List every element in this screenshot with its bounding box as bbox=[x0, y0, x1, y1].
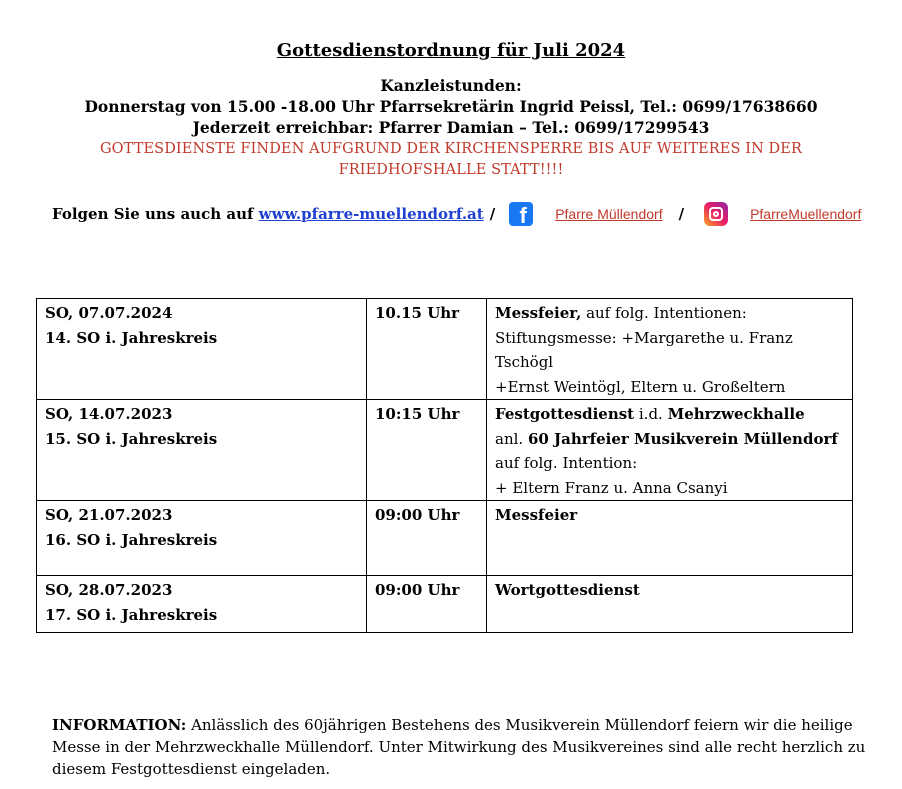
intention-line: + Eltern Franz u. Anna Csanyi bbox=[495, 478, 728, 497]
instagram-icon[interactable] bbox=[704, 202, 728, 226]
page-title: Gottesdienstordnung für Juli 2024 bbox=[276, 40, 626, 61]
time-cell: 09:00 Uhr bbox=[367, 501, 487, 576]
facebook-link[interactable]: Pfarre Müllendorf bbox=[555, 206, 663, 222]
service-cell bbox=[487, 501, 853, 576]
intention-line: Stiftungsmesse: +Margarethe u. Franz bbox=[495, 328, 793, 347]
service-detail: auf folg. Intentionen: bbox=[581, 304, 747, 322]
table-row bbox=[37, 576, 853, 633]
date-cell bbox=[37, 501, 367, 576]
date: SO, 14.07.2023 bbox=[45, 405, 173, 423]
service-type: Messfeier, bbox=[495, 304, 582, 322]
info-label: INFORMATION: bbox=[52, 716, 187, 734]
closure-notice-line-2: FRIEDHOFSHALLE STATT!!!! bbox=[338, 162, 564, 178]
schedule-table bbox=[36, 298, 853, 633]
table-row bbox=[37, 299, 853, 400]
liturgical-sunday: 14. SO i. Jahreskreis bbox=[45, 328, 218, 347]
date-cell bbox=[37, 400, 367, 501]
info-text: Anlässlich des 60jährigen Bestehens des Musikverein Müllendorf feiern wir die heilige Messe in der Mehrzweckhalle Müllendorf. Unter Mitwirkung des Musikvereines sind alle recht herzlich zu diesem Festgottesdienst eingeladen. bbox=[52, 716, 866, 778]
time-cell: 10:15 Uhr bbox=[367, 400, 487, 501]
service-type: Festgottesdienst bbox=[495, 405, 635, 423]
website-link[interactable]: www.pfarre-muellendorf.at bbox=[258, 205, 484, 223]
follow-text: Folgen Sie uns auch auf bbox=[52, 205, 254, 223]
facebook-icon[interactable]: f bbox=[509, 202, 533, 226]
date: SO, 21.07.2023 bbox=[45, 506, 173, 524]
service-cell bbox=[487, 400, 853, 501]
liturgical-sunday: 15. SO i. Jahreskreis bbox=[45, 429, 218, 448]
separator: / bbox=[489, 205, 496, 223]
information-note bbox=[52, 714, 872, 780]
liturgical-sunday: 16. SO i. Jahreskreis bbox=[45, 530, 218, 549]
priest-contact-line: Jederzeit erreichbar: Pfarrer Damian – Tel.: 0699/17299543 bbox=[192, 118, 710, 137]
office-hours-line: Donnerstag von 15.00 -18.00 Uhr Pfarrsekretärin Ingrid Peissl, Tel.: 0699/17638660 bbox=[84, 97, 818, 116]
time-cell: 09:00 Uhr bbox=[367, 576, 487, 633]
venue: Mehrzweckhalle bbox=[667, 405, 805, 423]
date: SO, 28.07.2023 bbox=[45, 581, 173, 599]
liturgical-sunday: 17. SO i. Jahreskreis bbox=[45, 605, 218, 624]
service-cell bbox=[487, 299, 853, 400]
intention-line: auf folg. Intention: bbox=[495, 454, 638, 472]
closure-notice-line-1: GOTTESDIENSTE FINDEN AUFGRUND DER KIRCHENSPERRE BIS AUF WEITERES IN DER bbox=[100, 141, 802, 157]
service-type: Wortgottesdienst bbox=[495, 581, 640, 599]
service-type: Messfeier bbox=[495, 506, 578, 524]
intention-line: +Ernst Weintögl, Eltern u. Großeltern bbox=[495, 377, 786, 396]
separator: / bbox=[678, 205, 685, 223]
date: SO, 07.07.2024 bbox=[45, 304, 173, 322]
service-cell bbox=[487, 576, 853, 633]
date-cell bbox=[37, 299, 367, 400]
time-cell: 10.15 Uhr bbox=[367, 299, 487, 400]
social-follow-row bbox=[52, 200, 861, 228]
table-row bbox=[37, 400, 853, 501]
occasion-prefix: anl. bbox=[495, 429, 528, 448]
office-hours-heading: Kanzleistunden: bbox=[380, 76, 522, 95]
occasion: 60 Jahrfeier Musikverein Müllendorf bbox=[527, 429, 838, 448]
service-detail: i.d. bbox=[634, 405, 668, 423]
table-row bbox=[37, 501, 853, 576]
instagram-link[interactable]: PfarreMuellendorf bbox=[750, 206, 862, 222]
date-cell bbox=[37, 576, 367, 633]
intention-line: Tschögl bbox=[495, 353, 554, 371]
